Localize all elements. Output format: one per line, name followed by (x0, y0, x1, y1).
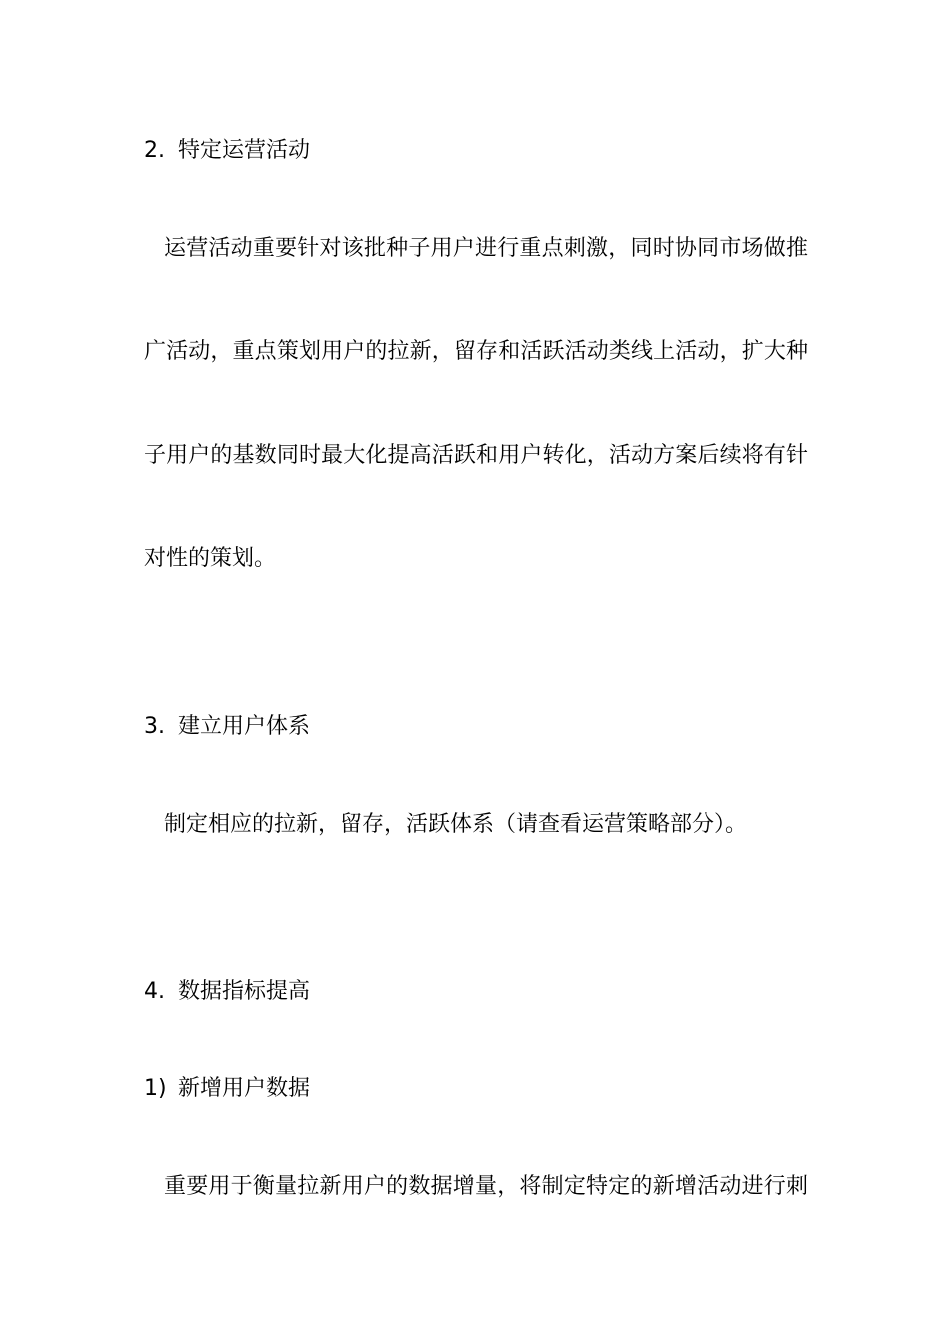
paragraph-line: 广活动，重点策划用户的拉新，留存和活跃活动类线上活动，扩大种 (144, 339, 808, 364)
section-title: 建立用户体系 (178, 714, 311, 739)
section-number: 3. (144, 714, 165, 739)
paragraph-line: 制定相应的拉新，留存，活跃体系（请查看运营策略部分）。 (164, 812, 748, 837)
paragraph-line: 重要用于衡量拉新用户的数据增量，将制定特定的新增活动进行刺 (164, 1174, 808, 1199)
section-heading (144, 136, 808, 166)
section-heading (144, 712, 808, 742)
section-number: 4. (144, 979, 165, 1004)
section-heading (144, 977, 808, 1007)
subsection-number: 1) (144, 1076, 167, 1101)
subsection-heading (144, 1074, 808, 1104)
paragraph-line: 运营活动重要针对该批种子用户进行重点刺激，同时协同市场做推 (164, 236, 808, 261)
paragraph-line: 子用户的基数同时最大化提高活跃和用户转化，活动方案后续将有针 (144, 443, 808, 468)
section-title: 数据指标提高 (178, 979, 311, 1004)
section-number: 2. (144, 138, 165, 163)
section-title: 特定运营活动 (178, 138, 311, 163)
subsection-title: 新增用户数据 (178, 1076, 311, 1101)
paragraph-line: 对性的策划。 (144, 546, 277, 571)
